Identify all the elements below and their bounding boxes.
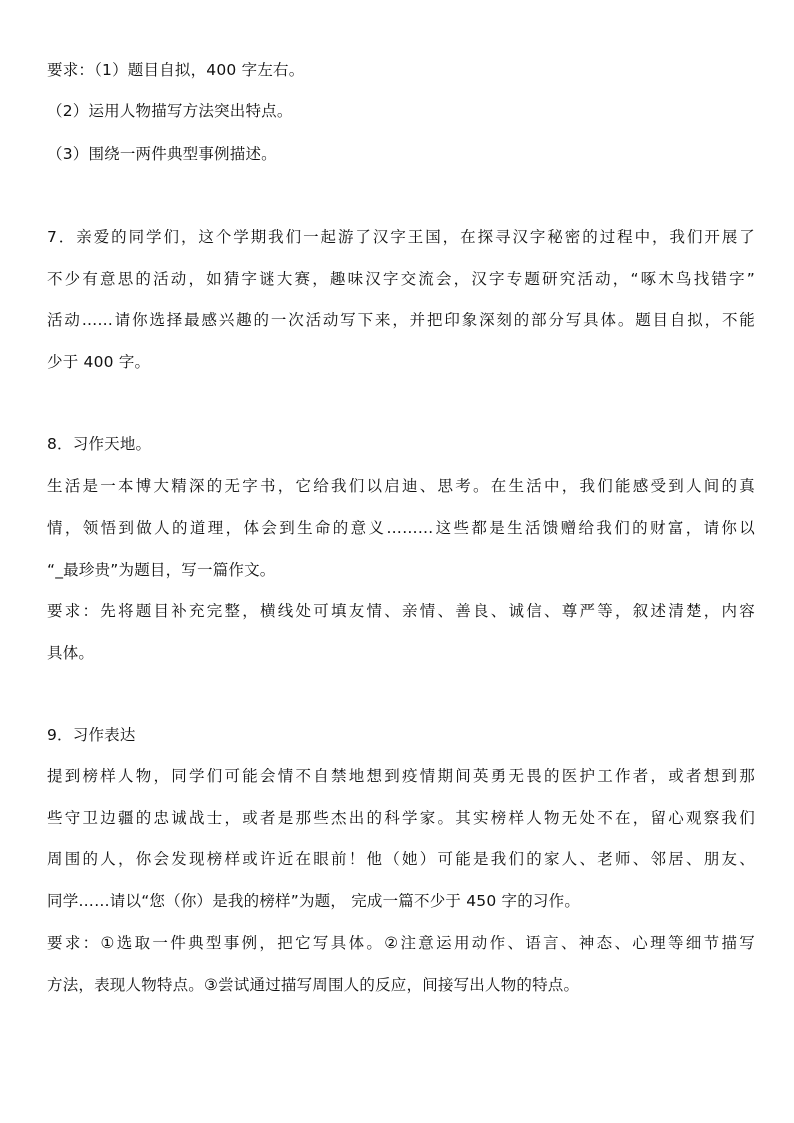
q8-line-1: 生活是一本博大精深的无字书，它给我们以启迪、思考。在生活中，我们能感受到人间的真 — [47, 477, 755, 495]
q9-line-2: 些守卫边疆的忠诚战士，或者是那些杰出的科学家。其实榜样人物无处不在，留心观察我们 — [47, 809, 755, 827]
q7-line-1: 7．亲爱的同学们，这个学期我们一起游了汉字王国，在探寻汉字秘密的过程中，我们开展了 — [47, 228, 755, 246]
q7-line-3: 活动……请你选择最感兴趣的一次活动写下来，并把印象深刻的部分写具体。题目自拟，不能 — [47, 311, 755, 329]
q8-requirement-line-1: 要求：先将题目补充完整，横线处可填友情、亲情、善良、诚信、尊严等，叙述清楚，内容 — [47, 602, 755, 620]
requirement-1: 要求：（1）题目自拟，400 字左右。 — [47, 61, 305, 79]
q7-line-4: 少于 400 字。 — [47, 353, 151, 371]
q8-line-3: “_最珍贵”为题目，写一篇作文。 — [47, 561, 276, 579]
requirement-2: （2）运用人物描写方法突出特点。 — [47, 102, 293, 120]
q9-line-1: 提到榜样人物，同学们可能会情不自禁地想到疫情期间英勇无畏的医护工作者，或者想到那 — [47, 767, 755, 785]
q9-line-3: 周围的人，你会发现榜样或许近在眼前！他（她）可能是我们的家人、老师、邻居、朋友、 — [47, 850, 755, 868]
q9-requirement-line-1: 要求：①选取一件典型事例，把它写具体。②注意运用动作、语言、神态、心理等细节描写 — [47, 934, 755, 952]
q9-requirement-line-2: 方法，表现人物特点。③尝试通过描写周围人的反应，间接写出人物的特点。 — [47, 976, 580, 994]
q9-line-4: 同学……请以“您（你）是我的榜样”为题， 完成一篇不少于 450 字的习作。 — [47, 892, 581, 910]
q7-line-2: 不少有意思的活动，如猜字谜大赛，趣味汉字交流会，汉字专题研究活动，“啄木鸟找错字” — [47, 270, 755, 288]
q8-line-2: 情，领悟到做人的道理，体会到生命的意义………这些都是生活馈赠给我们的财富，请你以 — [47, 519, 755, 537]
q9-title: 9．习作表达 — [47, 726, 136, 744]
q8-requirement-line-2: 具体。 — [47, 644, 95, 662]
q8-title: 8．习作天地。 — [47, 435, 152, 453]
requirement-3: （3）围绕一两件典型事例描述。 — [47, 145, 277, 163]
